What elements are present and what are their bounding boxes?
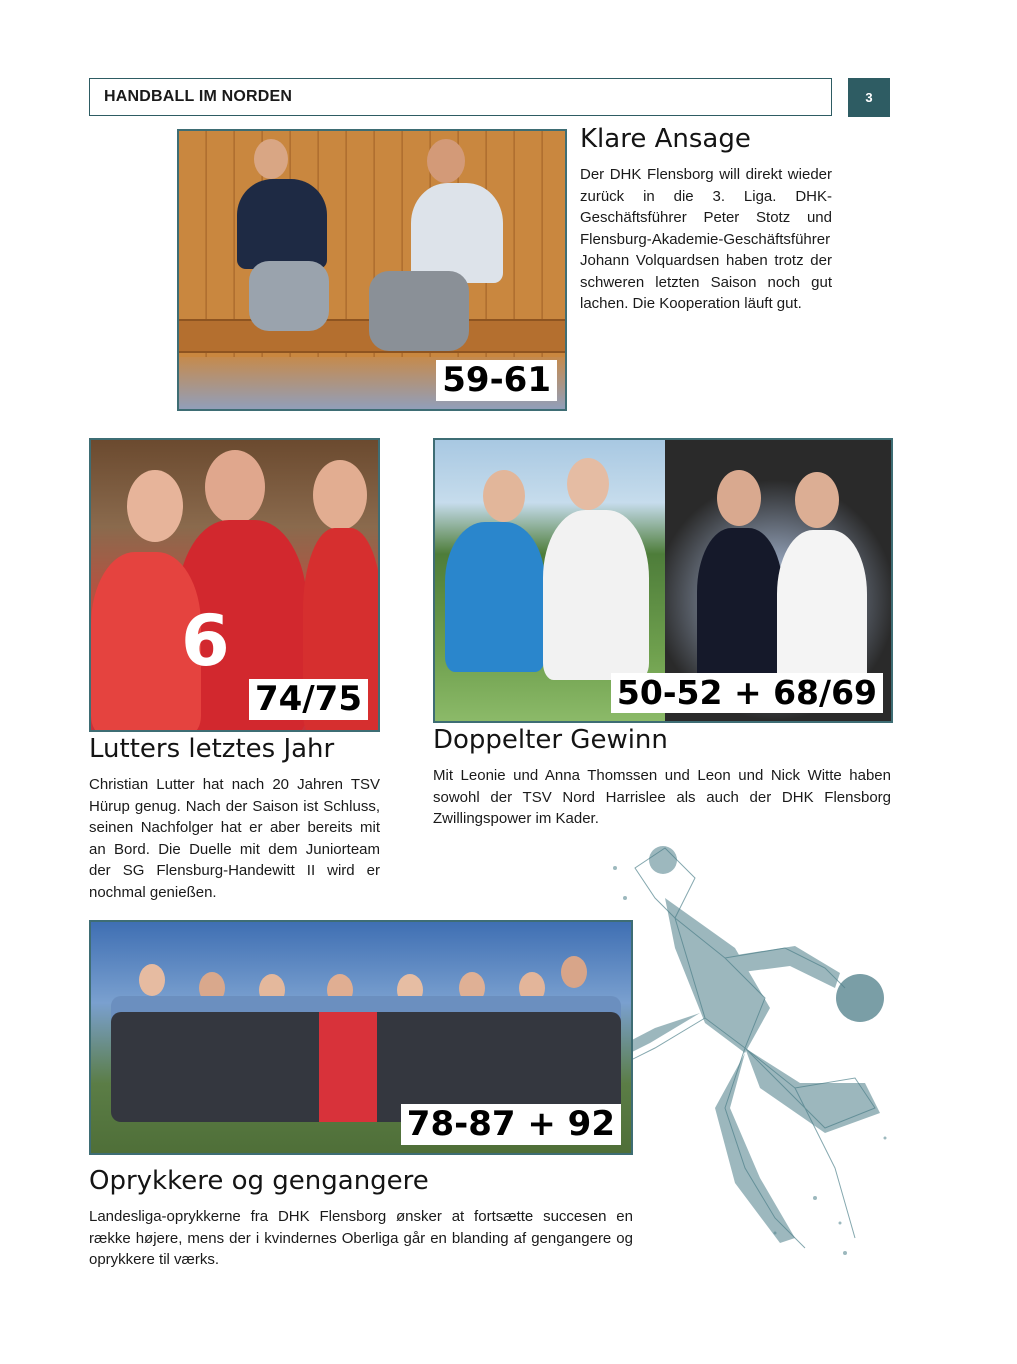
article-photo-doppelter-gewinn xyxy=(433,438,893,723)
article-photo-oprykkere-og-gengangere xyxy=(89,920,633,1155)
person-figure xyxy=(543,510,649,680)
handball-player-illustration xyxy=(595,838,895,1263)
handball-ball-icon xyxy=(836,974,884,1022)
article-headline: Lutters letztes Jahr xyxy=(89,734,335,764)
person-figure xyxy=(483,470,525,522)
person-figure xyxy=(697,528,783,688)
person-figure xyxy=(717,470,761,526)
page-reference-badge: 78-87 + 92 xyxy=(401,1104,621,1145)
person-figure xyxy=(369,271,469,351)
player-torso-shape xyxy=(665,898,770,1053)
person-figure xyxy=(237,179,327,269)
page-reference-badge: 50-52 + 68/69 xyxy=(611,673,883,713)
article-photo-lutters-letztes-jahr xyxy=(89,438,380,732)
article-body: Christian Lutter hat nach 20 Jahren TSV Hürup genug. Nach der Saison ist Schluss, seinen Nachfolger hat er aber bereits mit an Bord. Die Duelle mit dem Juniorteam der SG Flensburg-Handewitt II wird er nochmal genießen. xyxy=(89,776,380,901)
article-body: Der DHK Flensborg will direkt wieder zurück in die 3. Liga. DHK-Geschäftsführer Peter Stotz und Flensburg-Akademie-Geschäftsführer Johann Volquardsen haben trotz der schweren letzten Saison noch gut lachen. Die Kooperation läuft gut. xyxy=(580,166,832,312)
player-leg-shape xyxy=(745,1048,880,1133)
person-figure xyxy=(427,139,465,183)
person-figure xyxy=(127,470,183,542)
person-figure xyxy=(249,261,329,331)
person-figure xyxy=(254,139,288,179)
person-figure xyxy=(795,472,839,528)
page-number: 3 xyxy=(848,78,890,117)
section-header-bar xyxy=(89,78,832,116)
section-title: HANDBALL IM NORDEN xyxy=(104,88,293,105)
person-figure xyxy=(411,183,503,283)
article-headline: Klare Ansage xyxy=(580,124,751,154)
jersey-number-graphic: 6 xyxy=(181,600,230,682)
person-figure xyxy=(567,458,609,510)
article-photo-klare-ansage xyxy=(177,129,567,411)
player-head-shape xyxy=(649,846,677,874)
article-body: Landesliga-oprykkerne fra DHK Flensborg ønsker at fortsætte succesen en række højere, mens der i kvindernes Oberliga går en blanding af gengangere og oprykkere til værks. xyxy=(89,1208,633,1268)
person-figure xyxy=(139,964,165,996)
article-body: Mit Leonie und Anna Thomssen und Leon und Nick Witte haben sowohl der TSV Nord Harrislee als auch der DHK Flensborg Zwillingspower im Kader. xyxy=(433,767,891,827)
person-figure xyxy=(313,460,367,530)
page-reference-badge: 59-61 xyxy=(436,360,557,401)
page-reference-badge: 74/75 xyxy=(249,679,368,720)
goalkeeper-jersey xyxy=(319,1012,377,1122)
person-figure xyxy=(561,956,587,988)
article-headline: Oprykkere og gengangere xyxy=(89,1166,429,1196)
person-figure xyxy=(445,522,545,672)
article-headline: Doppelter Gewinn xyxy=(433,725,668,755)
person-figure xyxy=(777,530,867,690)
person-figure xyxy=(205,450,265,524)
